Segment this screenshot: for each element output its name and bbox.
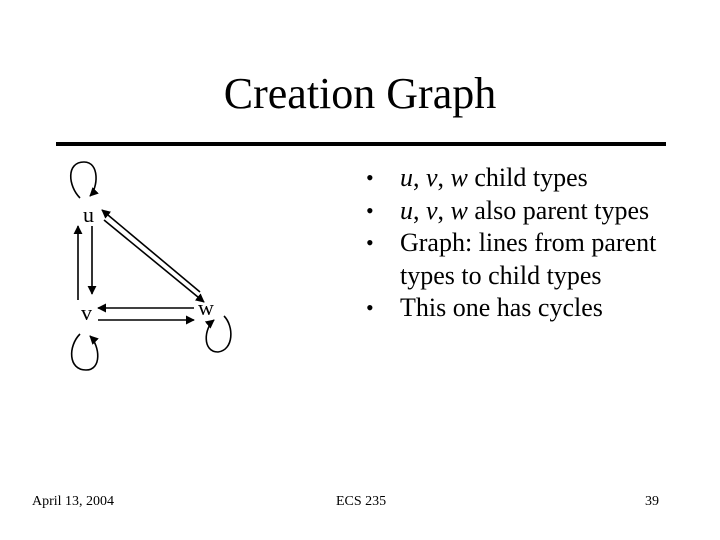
edge-u-to-w bbox=[104, 220, 204, 302]
bullet-marker: • bbox=[366, 230, 374, 255]
bullet-marker: • bbox=[366, 165, 374, 190]
bullet-text: Graph: lines from parent types to child types bbox=[400, 228, 657, 290]
bullet-item bbox=[366, 292, 666, 325]
bullet-text: w bbox=[450, 163, 468, 192]
title-divider bbox=[56, 142, 666, 146]
bullet-text: child types bbox=[467, 163, 588, 192]
footer-course: ECS 235 bbox=[336, 494, 387, 509]
node-v: v bbox=[81, 300, 92, 325]
slide-title: Creation Graph bbox=[223, 69, 497, 118]
bullet-text: , bbox=[413, 163, 426, 192]
bullet-item bbox=[366, 162, 666, 195]
bullet-text: also parent types bbox=[467, 195, 650, 225]
creation-graph bbox=[0, 150, 360, 400]
bullet-item bbox=[366, 195, 666, 228]
self-loop-v bbox=[72, 334, 98, 370]
self-loop-u bbox=[71, 162, 96, 198]
bullet-list bbox=[366, 162, 666, 325]
bullet-text: This one has cycles bbox=[400, 293, 603, 322]
bullet-text: v bbox=[426, 195, 438, 225]
bullet-text: u bbox=[400, 163, 413, 192]
self-loop-w bbox=[206, 316, 231, 352]
bullet-text: v bbox=[426, 163, 438, 192]
bullet-text: w bbox=[450, 195, 468, 225]
bullet-text: u bbox=[400, 195, 413, 225]
bullet-marker: • bbox=[366, 295, 374, 320]
footer-date: April 13, 2004 bbox=[32, 494, 115, 509]
bullet-text: , bbox=[437, 195, 451, 225]
bullet-text: , bbox=[437, 163, 451, 192]
bullet-item bbox=[366, 227, 666, 292]
footer-page-number: 39 bbox=[645, 494, 659, 509]
bullet-marker: • bbox=[366, 197, 374, 223]
edge-w-to-u bbox=[102, 210, 200, 292]
node-u: u bbox=[83, 202, 94, 227]
node-w: w bbox=[198, 295, 214, 320]
bullet-text: , bbox=[413, 195, 426, 225]
